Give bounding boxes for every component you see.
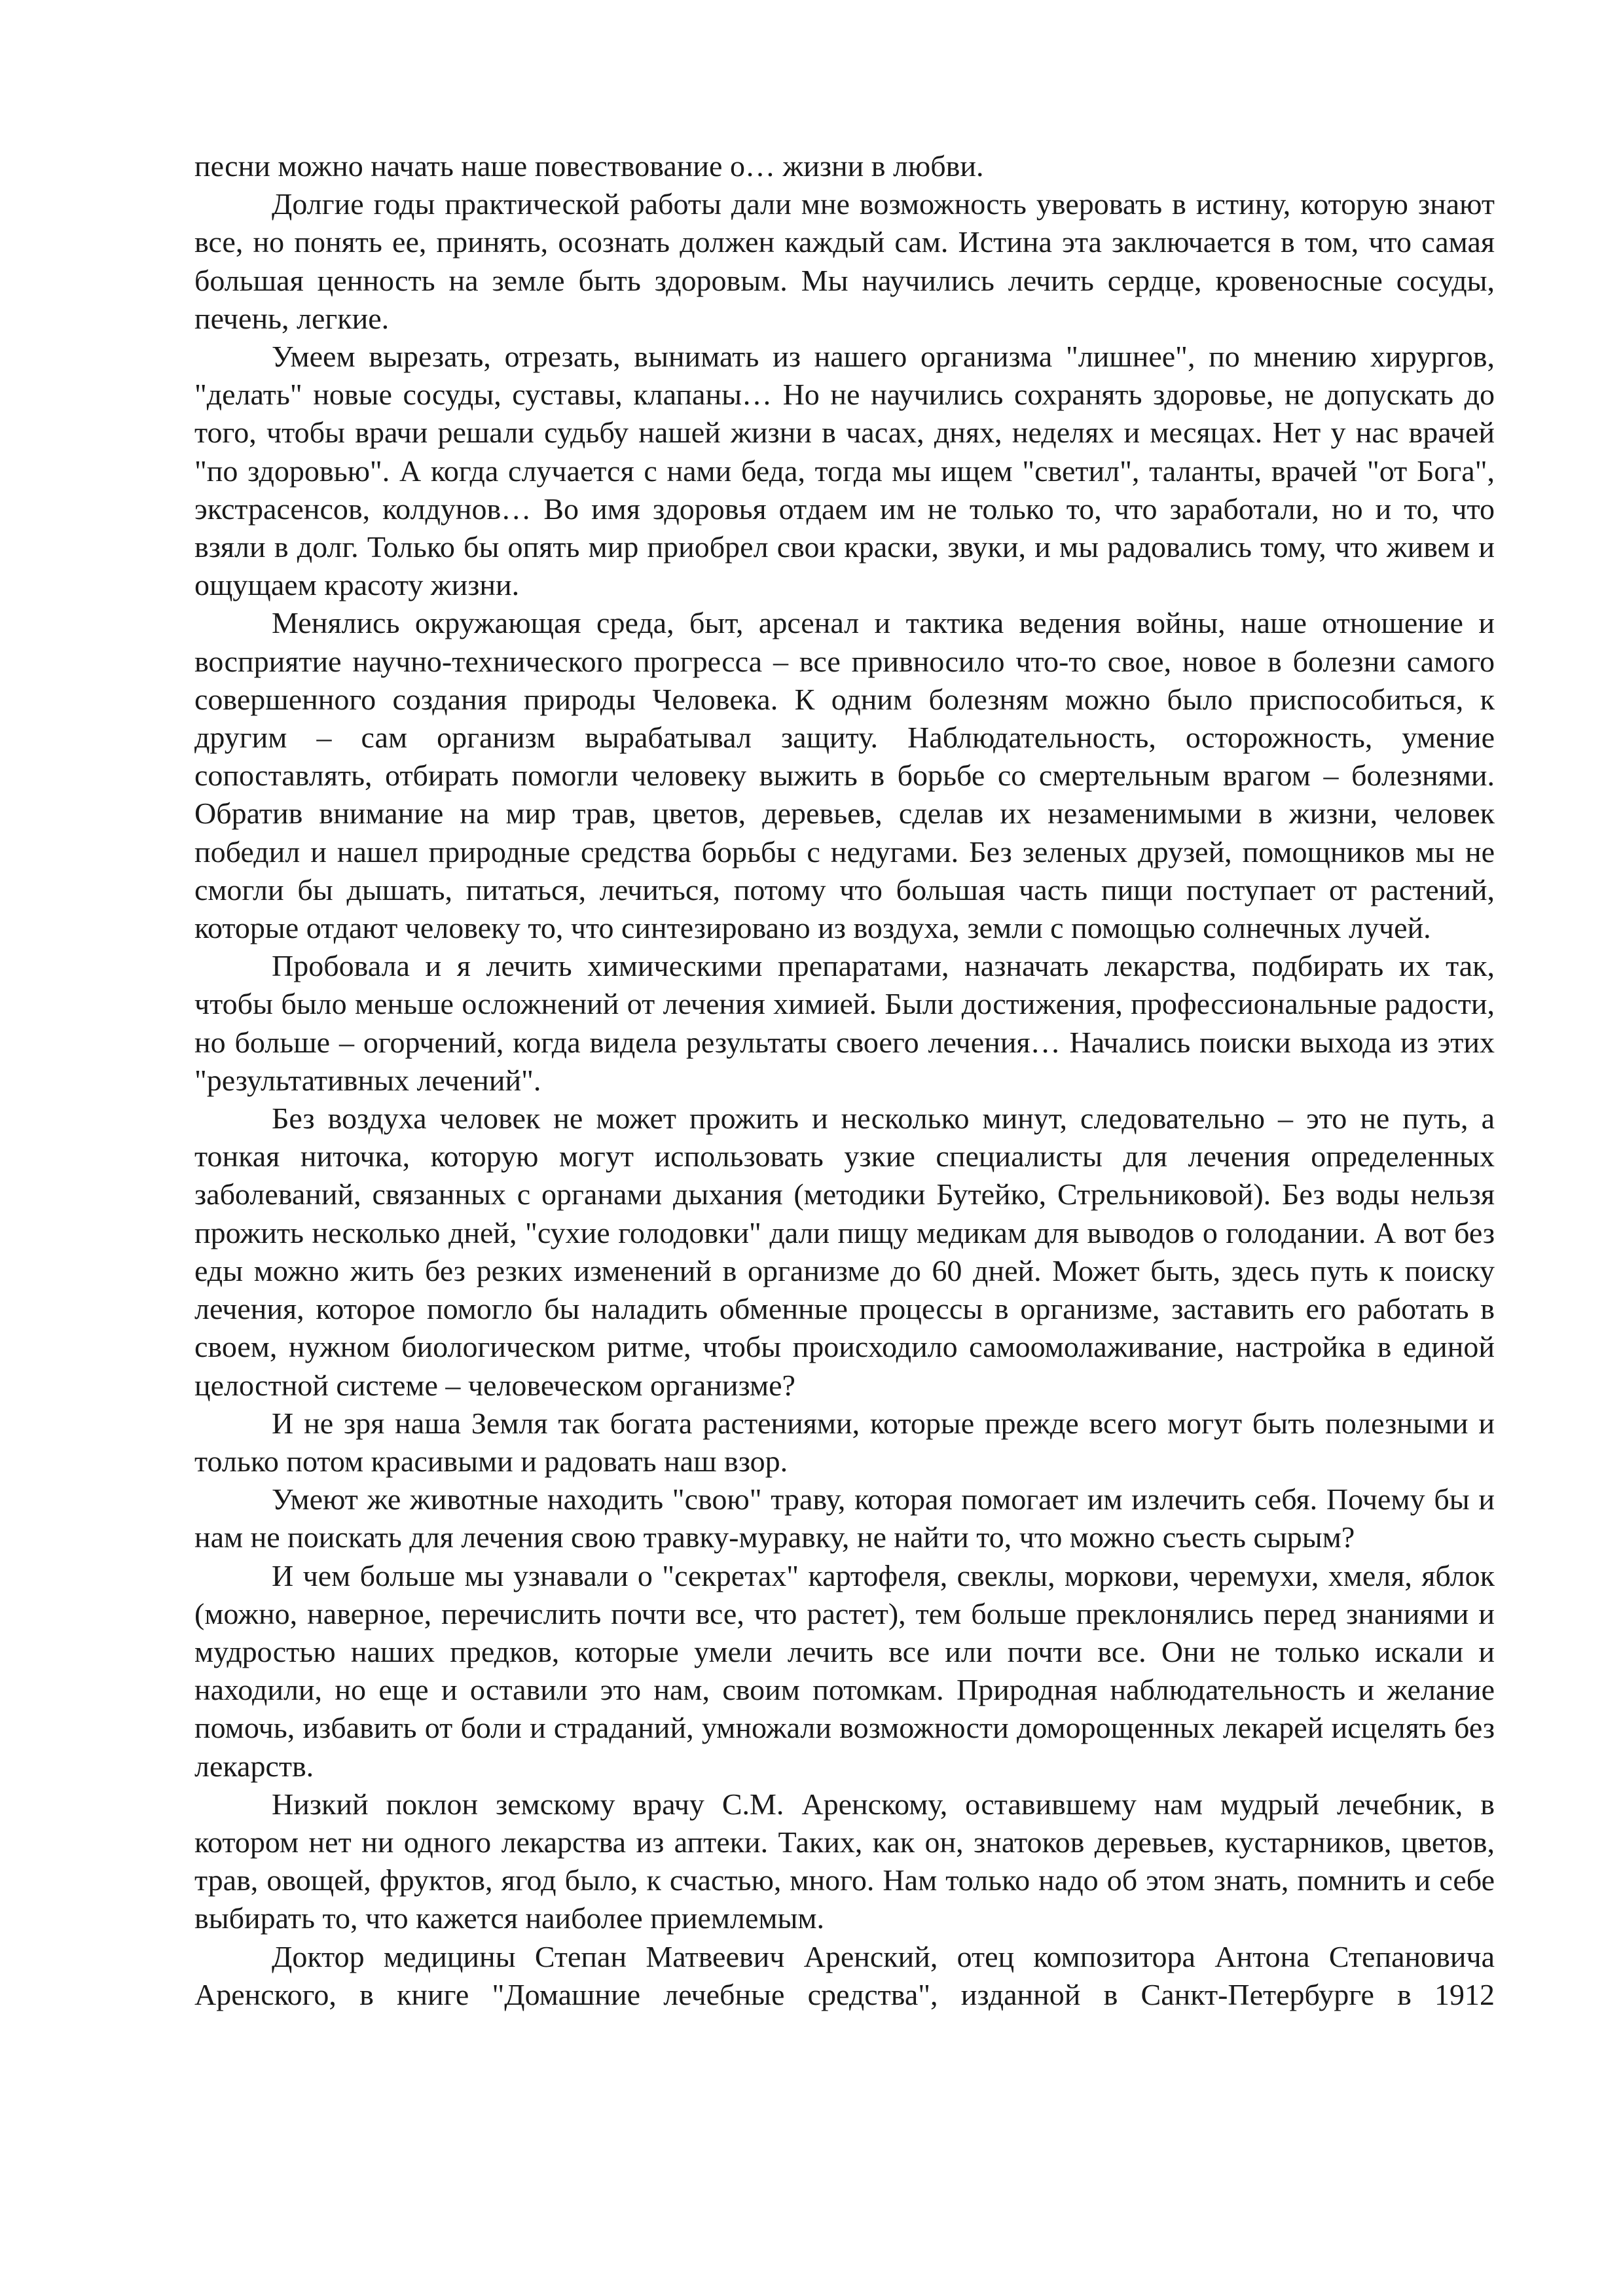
- paragraph-8: Умеют же животные находить "свою" траву, которая помогает им излечить себя. Почему бы и нам не поискать для лечения свою травку-муравку, не найти то, что можно съесть сырым?: [194, 1482, 1495, 1554]
- paragraph-4: Менялись окружающая среда, быт, арсенал и тактика ведения войны, наше отношение и восприятие научно-технического прогресса – все привносило что-то свое, новое в болезни самого совершенного создания природы Человека. К одним болезням можно было приспособиться, к другим – сам организм вырабатывал защиту. Наблюдательность, осторожность, умение сопоставлять, отбирать помогли человеку выжить в борьбе со смертельным врагом – болезнями. Обратив внимание на мир трав, цветов, деревьев, сделав их незаменимыми в жизни, человек победил и нашел природные средства борьбы с недугами. Без зеленых друзей, помощников мы не смогли бы дышать, питаться, лечиться, потому что большая часть пищи поступает от растений, которые отдают человеку то, что синтезировано из воздуха, земли с помощью солнечных лучей.: [194, 606, 1495, 945]
- paragraph-1: песни можно начать наше повествование о… жизни в любви.: [194, 149, 984, 183]
- paragraph-9: И чем больше мы узнавали о "секретах" картофеля, свеклы, моркови, черемухи, хмеля, яблок (можно, наверное, перечислить почти все, что растет), тем больше преклонялись перед знаниями и мудростью наших предков, которые умели лечить все или почти все. Они не только искали и находили, но еще и оставили это нам, своим потомкам. Природная наблюдательность и желание помочь, избавить от боли и страданий, умножали возможности доморощенных лекарей исцелять без лекарств.: [194, 1558, 1495, 1783]
- paragraph-2: Долгие годы практической работы дали мне возможность уверовать в истину, которую знают все, но понять ее, принять, осознать должен каждый сам. Истина эта заключается в том, что самая большая ценность на земле быть здоровым. Мы научились лечить сердце, кровеносные сосуды, печень, легкие.: [194, 187, 1495, 335]
- paragraph-6: Без воздуха человек не может прожить и несколько минут, следовательно – это не путь, а тонкая ниточка, которую могут использовать узкие специалисты для лечения определенных заболеваний, связанных с органами дыхания (методики Бутейко, Стрельниковой). Без воды нельзя прожить несколько дней, "сухие голодовки" дали пищу медикам для выводов о голодании. А вот без еды можно жить без резких изменений в организме до 60 дней. Может быть, здесь путь к поиску лечения, которое помогло бы наладить обменные процессы в организме, заставить его работать в своем, нужном биологическом ритме, чтобы происходило самоомолаживание, настройка в единой целостной системе – человеческом организме?: [194, 1102, 1495, 1402]
- paragraph-3: Умеем вырезать, отрезать, вынимать из нашего организма "лишнее", по мнению хирургов, "делать" новые сосуды, суставы, клапаны… Но не научились сохранять здоровье, не допускать до того, чтобы врачи решали судьбу нашей жизни в часах, днях, неделях и месяцах. Нет у нас врачей "по здоровью". А когда случается с нами беда, тогда мы ищем "светил", таланты, врачей "от Бога", экстрасенсов, колдунов… Во имя здоровья отдаем им не только то, что заработали, но и то, что взяли в долг. Только бы опять мир приобрел свои краски, звуки, и мы радовались тому, что живем и ощущаем красоту жизни.: [194, 340, 1495, 602]
- paragraph-5: Пробовала и я лечить химическими препаратами, назначать лекарства, подбирать их так, чтобы было меньше осложнений от лечения химией. Были достижения, профессиональные радости, но больше – огорчений, когда видела результаты своего лечения… Начались поиски выхода из этих "результативных лечений".: [194, 949, 1495, 1097]
- paragraph-11: Доктор медицины Степан Матвеевич Аренский, отец композитора Антона Степановича Аренского, в книге "Домашние лечебные средства", изданной в Санкт-Петербурге в 1912: [194, 1939, 1495, 2011]
- paragraph-10: Низкий поклон земскому врачу С.М. Аренскому, оставившему нам мудрый лечебник, в котором нет ни одного лекарства из аптеки. Таких, как он, знатоков деревьев, кустарников, цветов, трав, овощей, фруктов, ягод было, к счастью, много. Нам только надо об этом знать, помнить и себе выбирать то, что кажется наиболее приемлемым.: [194, 1787, 1495, 1935]
- paragraph-7: И не зря наша Земля так богата растениями, которые прежде всего могут быть полезными и только потом красивыми и радовать наш взор.: [194, 1406, 1495, 1478]
- document-body: [194, 147, 1495, 2014]
